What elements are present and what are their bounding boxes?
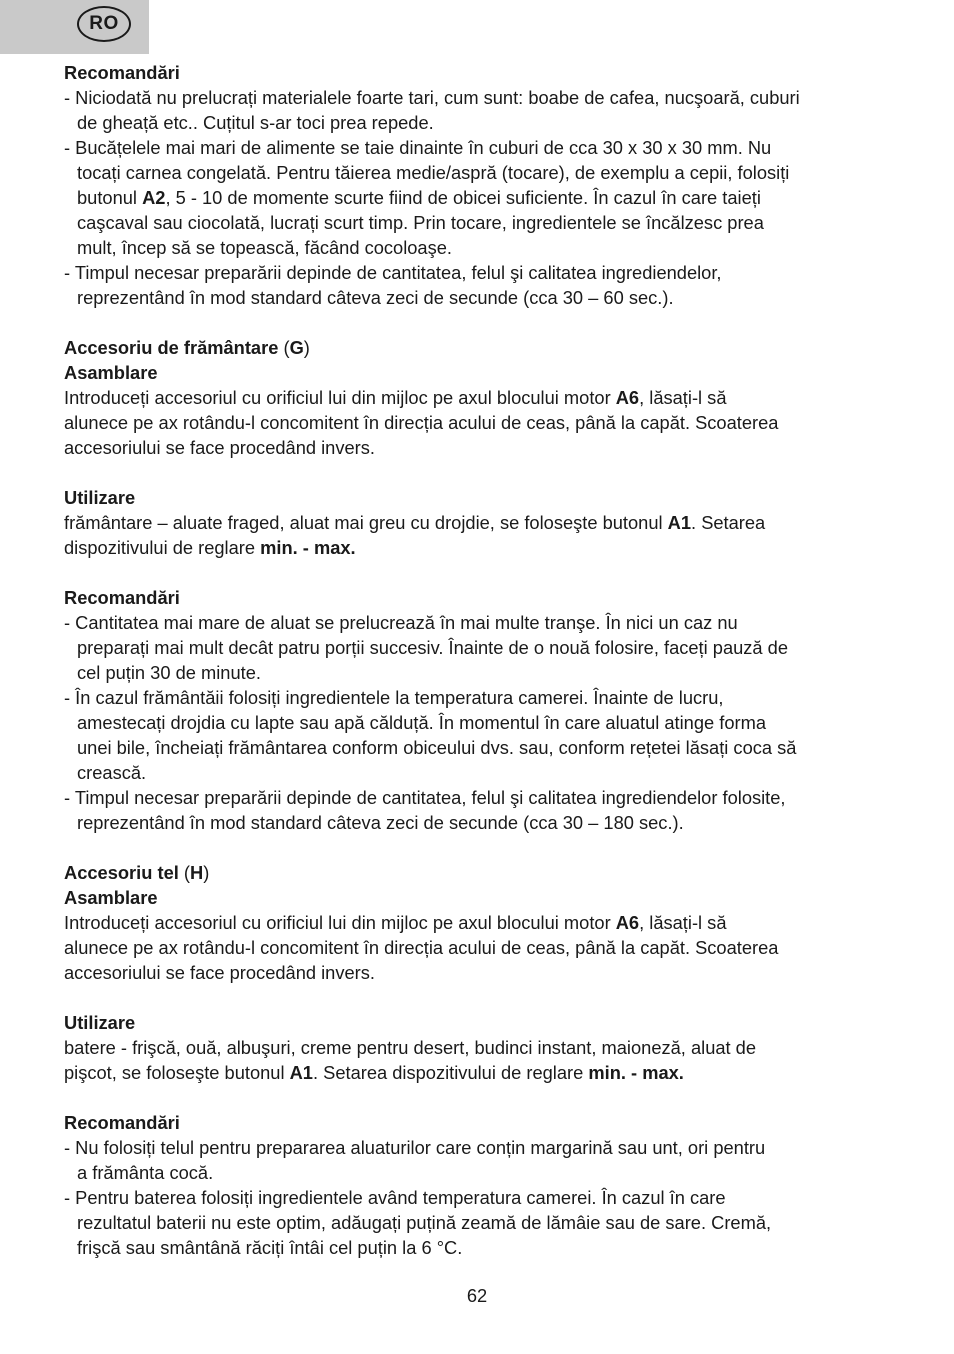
text-line: frişcă sau smântână răciți întâi cel puțin la 6 °C. (77, 1237, 463, 1258)
text-line: alunece pe ax rotându-l concomitent în direcția acului de ceas, până la capăt. Scoaterea (64, 937, 779, 958)
text-line: a frământa cocă. (77, 1162, 214, 1183)
section-recommendations-chopping (64, 60, 896, 310)
text-line: - Timpul necesar preparării depinde de cantitatea, felul şi calitatea ingrediendelor, (64, 262, 722, 283)
text-line: tocați carnea congelată. Pentru tăierea medie/aspră (tocare), de exemplu a cepii, folosiți (77, 162, 790, 183)
text-line: - Cantitatea mai mare de aluat se prelucrează în mai multe tranşe. În nici un caz nu (64, 612, 738, 633)
section-recommendations-kneading (64, 585, 896, 835)
section-heading: Asamblare (64, 887, 158, 908)
section-heading: Utilizare (64, 1012, 136, 1033)
text-line: reprezentând în mod standard câteva zeci de secunde (cca 30 – 60 sec.). (77, 287, 674, 308)
text-line: mult, încep să se topească, făcând cocoloaşe. (77, 237, 452, 258)
text-line: - Nu folosiți telul pentru prepararea aluaturilor care conțin margarină sau unt, ori pentru (64, 1137, 766, 1158)
text-line: Introduceți accesoriul cu orificiul lui din mijloc pe axul blocului motor A6, lăsați-l să (64, 912, 727, 933)
text-line: accesoriului se face procedând invers. (64, 437, 375, 458)
text-line: frământare – aluate fraged, aluat mai greu cu drojdie, se foloseşte butonul A1. Setarea (64, 512, 766, 533)
section-heading: Recomandări (64, 62, 180, 83)
text-line: crească. (77, 762, 147, 783)
section-heading: Utilizare (64, 487, 136, 508)
text-line: batere - frişcă, ouă, albuşuri, creme pentru desert, budinci instant, maioneză, aluat de (64, 1037, 757, 1058)
text-line: amestecați drojdia cu lapte sau apă călduță. În momentul în care aluatul atinge forma (77, 712, 766, 733)
section-recommendations-whisk (64, 1110, 896, 1260)
text-line: - Bucățelele mai mari de alimente se taie dinainte în cuburi de cca 30 x 30 x 30 mm. Nu (64, 137, 772, 158)
text-line: - Pentru baterea folosiți ingredientele având temperatura camerei. În cazul în care (64, 1187, 726, 1208)
text-line: unei bile, încheiați frământarea conform obiceului dvs. sau, conform rețetei lăsați coca să (77, 737, 797, 758)
section-heading: Asamblare (64, 362, 158, 383)
text-line: dispozitivului de reglare min. - max. (64, 537, 356, 558)
text-line: caşcaval sau ciocolată, lucrați scurt timp. Prin tocare, ingredientele se încălzesc prea (77, 212, 764, 233)
text-line: butonul A2, 5 - 10 de momente scurte fiind de obicei suficiente. În cazul în care taieți (77, 187, 761, 208)
text-line: alunece pe ax rotându-l concomitent în direcția acului de ceas, până la capăt. Scoaterea (64, 412, 779, 433)
page-content (64, 60, 896, 1260)
text-line: - Timpul necesar preparării depinde de cantitatea, felul şi calitatea ingrediendelor folosite, (64, 787, 786, 808)
text-line: Introduceți accesoriul cu orificiul lui din mijloc pe axul blocului motor A6, lăsați-l să (64, 387, 727, 408)
page-number: 62 (466, 1285, 488, 1306)
text-line: accesoriului se face procedând invers. (64, 962, 375, 983)
text-line: rezultatul baterii nu este optim, adăugați puțină zeamă de lămâie sau de sare. Cremă, (77, 1212, 772, 1233)
text-line: reprezentând în mod standard câteva zeci de secunde (cca 30 – 180 sec.). (77, 812, 684, 833)
section-title: Accesoriu tel (H) (64, 862, 210, 883)
section-whisk-usage (64, 1010, 896, 1085)
section-title: Accesoriu de frământare (G) (64, 337, 310, 358)
language-badge: RO (77, 6, 131, 42)
text-line: pişcot, se foloseşte butonul A1. Setarea dispozitivului de reglare min. - max. (64, 1062, 684, 1083)
text-line: preparați mai mult decât patru porții succesiv. Înainte de o nouă folosire, faceți pauză de (77, 637, 788, 658)
language-tab (0, 0, 149, 54)
section-heading: Recomandări (64, 587, 180, 608)
text-line: cel puțin 30 de minute. (77, 662, 261, 683)
section-kneading-assembly (64, 335, 896, 460)
section-whisk-assembly (64, 860, 896, 985)
section-kneading-usage (64, 485, 896, 560)
text-line: - Niciodată nu prelucrați materialele foarte tari, cum sunt: boabe de cafea, nucşoară, cuburi (64, 87, 800, 108)
section-heading: Recomandări (64, 1112, 180, 1133)
text-line: - În cazul frământăii folosiți ingredientele la temperatura camerei. Înainte de lucru, (64, 687, 724, 708)
text-line: de gheață etc.. Cuțitul s-ar toci prea repede. (77, 112, 434, 133)
